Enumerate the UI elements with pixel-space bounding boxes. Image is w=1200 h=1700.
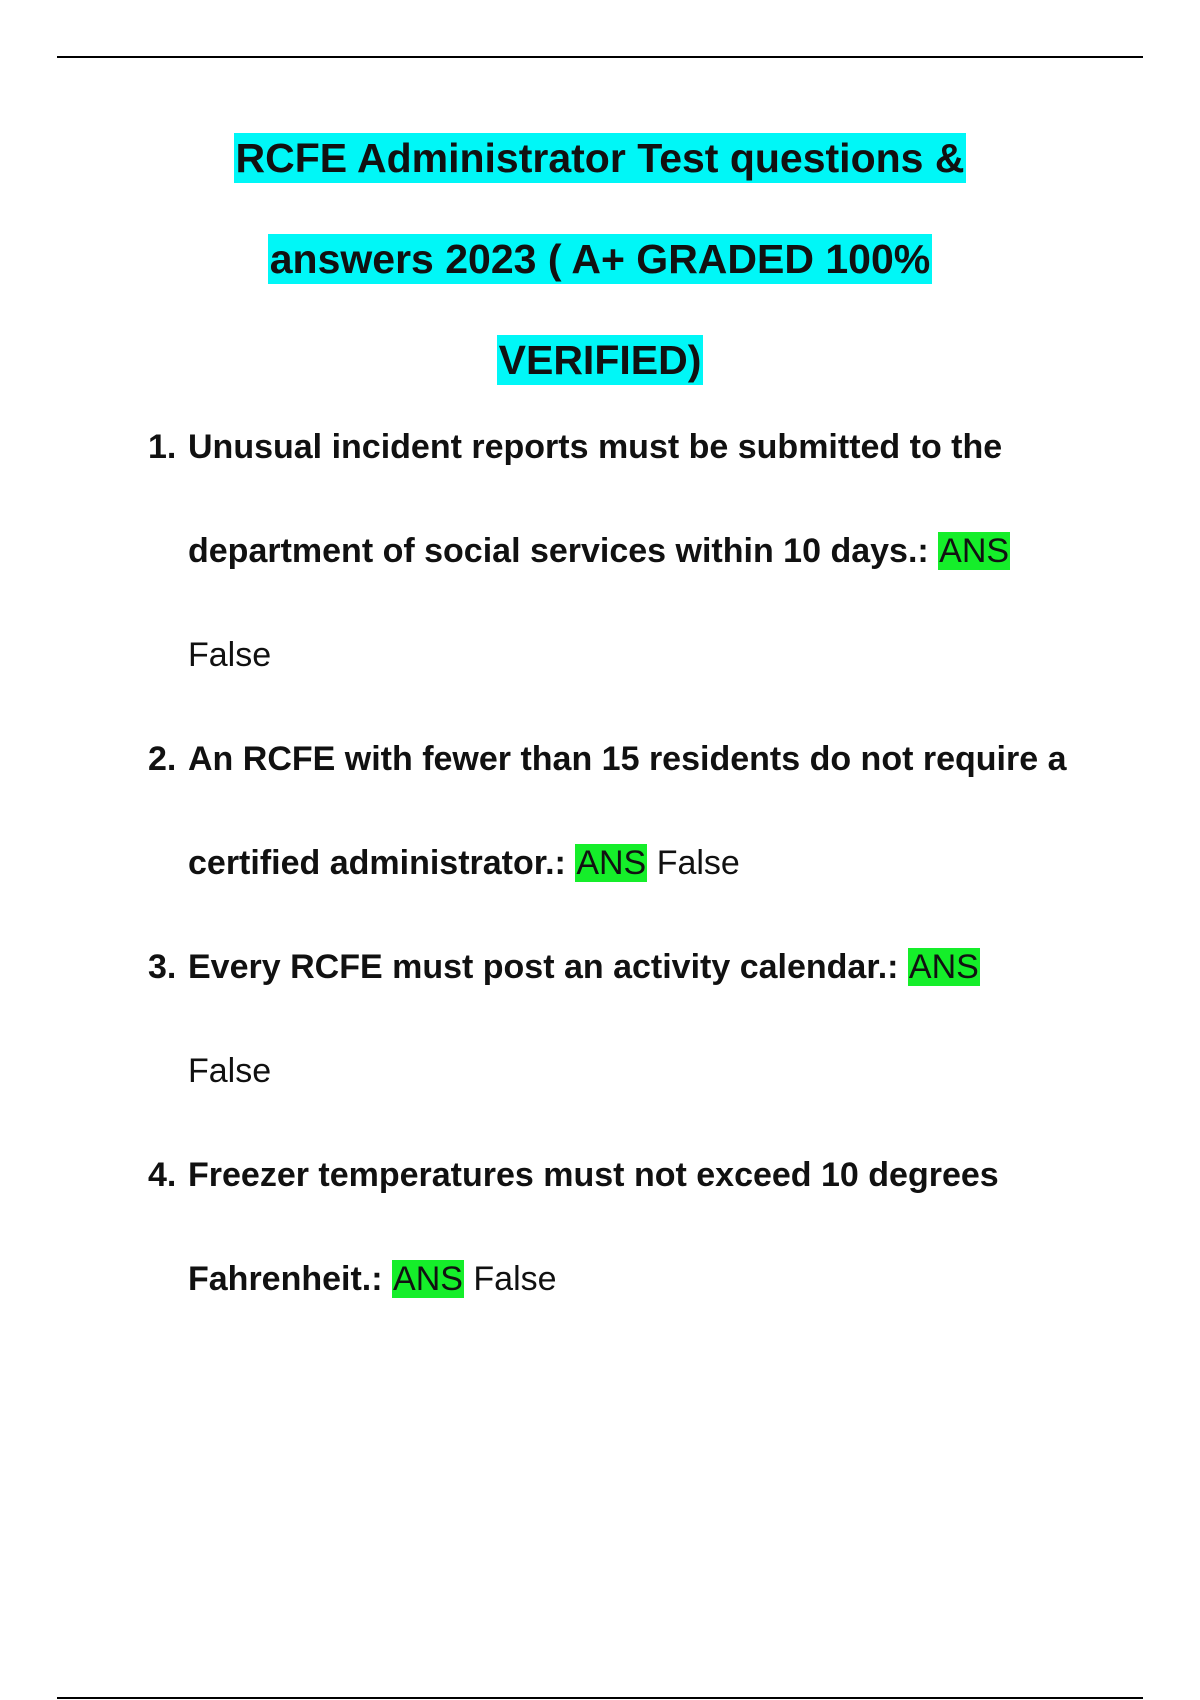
question-text: Freezer temperatures must not exceed 10 degrees Fahrenheit.: [188, 1156, 999, 1298]
ans-label: ANS [908, 948, 979, 986]
answer-text: False [473, 1260, 557, 1298]
ans-label: ANS [576, 844, 647, 882]
question-item-4 [148, 1123, 1108, 1331]
answer-text: False [188, 636, 272, 674]
question-number: 1. [148, 428, 177, 466]
answer-text: False [188, 1052, 272, 1090]
bottom-divider [57, 1697, 1143, 1699]
question-number: 3. [148, 948, 177, 986]
question-number: 2. [148, 740, 177, 778]
question-text: An RCFE with fewer than 15 residents do not require a certified administrator.: [188, 740, 1067, 882]
question-item-2 [148, 707, 1108, 915]
answer-text: False [656, 844, 740, 882]
question-item-3 [148, 915, 1108, 1123]
question-number: 4. [148, 1156, 177, 1194]
ans-label: ANS [393, 1260, 463, 1298]
title-line-1: RCFE Administrator Test questions & [235, 135, 965, 181]
top-divider [57, 56, 1143, 58]
question-text: Every RCFE must post an activity calendar.: [188, 948, 899, 986]
document-title [220, 108, 980, 411]
title-line-3: VERIFIED) [498, 337, 702, 383]
question-item-1 [148, 395, 1108, 707]
question-list [148, 395, 1108, 1331]
question-text: Unusual incident reports must be submitted to the department of social services within 10 days.: [188, 428, 1003, 570]
title-line-2: answers 2023 ( A+ GRADED 100% [269, 236, 931, 282]
ans-label: ANS [939, 532, 1010, 570]
